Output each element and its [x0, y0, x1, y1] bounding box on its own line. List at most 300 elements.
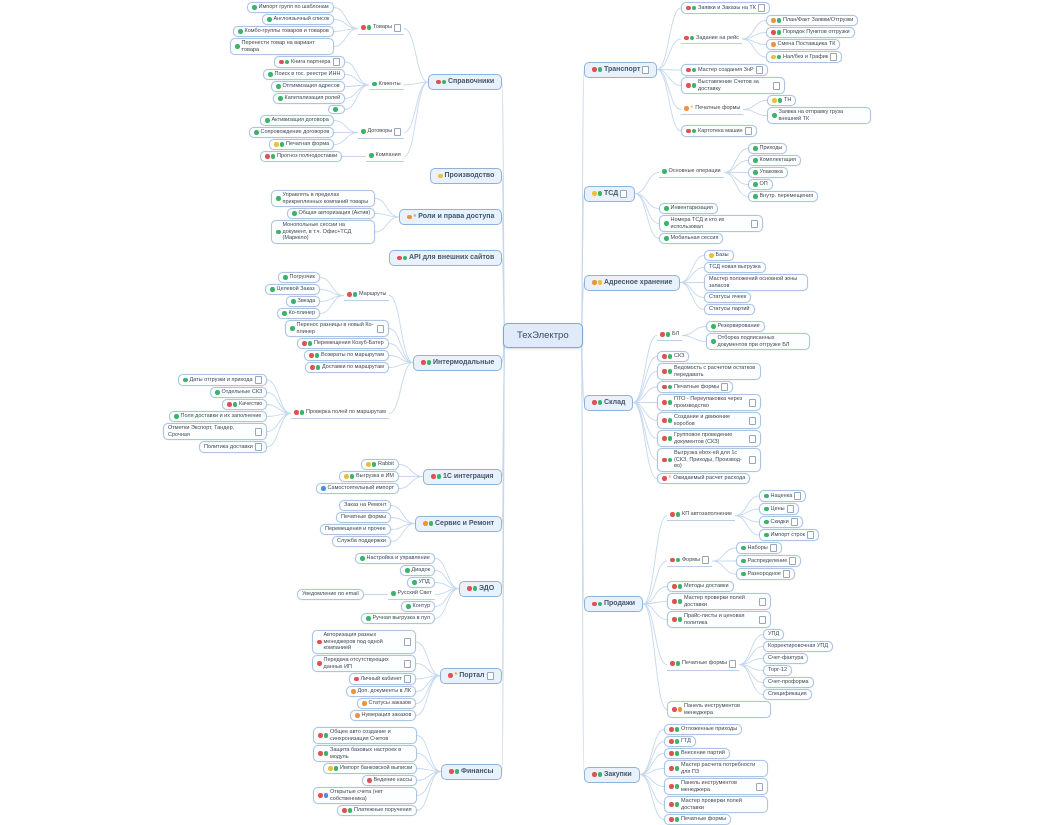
node-label: Активизация договора [271, 117, 329, 123]
status-dots [183, 378, 188, 383]
status-dots [318, 733, 328, 738]
node-label: Портал [459, 671, 485, 679]
g-dot-icon [367, 25, 372, 30]
node-label: Склад [604, 398, 626, 406]
mindmap-node[interactable] [667, 555, 712, 567]
status-dots [328, 766, 338, 771]
y-dot-icon [592, 191, 597, 196]
g-dot-icon [235, 44, 240, 49]
status-dots [592, 67, 602, 72]
mindmap-node[interactable] [297, 589, 364, 600]
doc-icon [255, 443, 262, 451]
mindmap-branch[interactable] [584, 395, 633, 411]
mindmap-node[interactable] [260, 151, 342, 162]
status-dots [669, 751, 679, 756]
status-dots [351, 689, 356, 694]
mindmap-node[interactable] [667, 510, 735, 521]
connector-line [739, 665, 763, 695]
mindmap-node[interactable] [657, 430, 761, 447]
mindmap-node[interactable] [169, 411, 267, 422]
g-dot-icon [764, 507, 769, 512]
g-dot-icon [777, 55, 782, 60]
mindmap-branch[interactable] [584, 275, 680, 291]
mindmap-node[interactable] [664, 814, 731, 825]
node-label: Приходы [759, 145, 783, 151]
mindmap-node[interactable] [401, 601, 435, 612]
connector-line [640, 775, 664, 820]
mindmap-node[interactable] [657, 473, 750, 484]
status-dots [391, 591, 396, 596]
r-dot-icon [302, 341, 307, 346]
mindmap-node[interactable] [664, 748, 730, 759]
g-dot-icon [662, 169, 667, 174]
mindmap-node[interactable] [664, 796, 768, 813]
connector-line [416, 664, 440, 676]
node-label: СКЗ [674, 353, 685, 359]
status-dots [436, 80, 446, 85]
node-label: Капитализация ролей [284, 95, 341, 101]
mindmap-node[interactable] [247, 2, 334, 13]
node-label: Методы доставки [684, 583, 729, 589]
doc-icon [749, 399, 756, 407]
mindmap-node[interactable] [297, 338, 389, 349]
node-label: Внутр. перемещения [759, 193, 814, 199]
mindmap-node[interactable] [222, 399, 267, 410]
mindmap-node[interactable] [763, 689, 812, 700]
r-dot-icon [684, 36, 689, 41]
node-label: Роли и права доступа [418, 213, 495, 220]
mindmap-node[interactable] [704, 250, 734, 261]
doc-icon [702, 556, 709, 564]
mindmap-branch[interactable] [399, 209, 502, 225]
node-label: Порядок Пунктов отгрузки [783, 29, 850, 35]
mindmap-node[interactable] [681, 64, 768, 76]
g-dot-icon [711, 324, 716, 329]
mindmap-node[interactable] [659, 203, 718, 214]
r-dot-icon [367, 778, 372, 783]
node-label: Проверка полей по маршрутам [306, 409, 386, 415]
mindmap-node[interactable] [271, 81, 345, 92]
mindmap-node[interactable] [681, 125, 757, 137]
mindmap-node[interactable] [323, 763, 417, 774]
mindmap-node[interactable] [233, 26, 334, 37]
node-label: Книга партнера [291, 58, 331, 65]
mindmap-node[interactable] [271, 190, 375, 207]
mindmap-node[interactable] [358, 23, 404, 35]
mindmap-node[interactable] [271, 220, 375, 244]
mindmap-node[interactable] [277, 308, 320, 319]
mindmap-node[interactable] [313, 727, 417, 744]
status-dots [367, 778, 372, 783]
doc-icon [749, 456, 756, 464]
r-dot-icon [672, 584, 677, 589]
mindmap-branch[interactable] [441, 764, 502, 780]
mindmap-branch[interactable] [584, 62, 657, 78]
mindmap-node[interactable] [748, 191, 818, 202]
node-label: Базы [715, 252, 729, 258]
g-dot-icon [668, 436, 673, 441]
g-dot-icon [668, 458, 673, 463]
mindmap-node[interactable] [763, 641, 833, 652]
mindmap-node[interactable] [657, 351, 689, 362]
mindmap-node[interactable] [736, 555, 801, 567]
status-dots [771, 30, 781, 35]
mindmap-node[interactable] [681, 34, 742, 45]
status-dots [309, 353, 319, 358]
mindmap-node[interactable] [332, 536, 391, 547]
g-dot-icon [678, 617, 683, 622]
node-label: ПТО - Переупаковка через производство [674, 396, 743, 409]
mindmap-node[interactable] [759, 529, 819, 541]
status-dots [669, 802, 679, 807]
node-label: Инвентаризация [670, 205, 713, 211]
status-dots [662, 369, 672, 374]
status-dots [174, 414, 179, 419]
mindmap-node[interactable] [748, 155, 801, 166]
g-dot-icon [675, 817, 680, 822]
mindmap-node[interactable] [736, 568, 795, 580]
g-dot-icon [678, 584, 683, 589]
mindmap-node[interactable] [681, 104, 743, 115]
node-label: УПД [768, 631, 780, 637]
g-dot-icon [276, 84, 281, 89]
node-label: Мобильная сессия [670, 235, 719, 241]
node-label: Выставление Счетов за доставку [698, 79, 759, 92]
mindmap-node[interactable] [358, 127, 404, 139]
mindmap-branch[interactable] [430, 168, 502, 184]
r-dot-icon [686, 6, 691, 11]
node-label: Качество [239, 401, 263, 407]
mindmap-node[interactable] [659, 233, 723, 244]
node-label: Ожидаемый расчет расхода [673, 475, 746, 481]
mindmap-node[interactable] [664, 760, 768, 777]
mindmap-branch[interactable] [459, 581, 502, 597]
mindmap-node[interactable] [767, 107, 871, 124]
mindmap-node[interactable] [763, 677, 814, 688]
mindmap-node[interactable] [313, 745, 417, 762]
doc-icon [745, 127, 752, 135]
g-dot-icon [777, 30, 782, 35]
mindmap-branch[interactable] [584, 596, 643, 612]
node-label: Мастер проверки полей доставки [681, 798, 742, 811]
g-dot-icon [429, 521, 434, 526]
g-dot-icon [753, 182, 758, 187]
doc-icon [620, 190, 627, 198]
mindmap-node[interactable] [388, 589, 435, 600]
r-dot-icon [361, 25, 366, 30]
mindmap-branch[interactable] [389, 250, 502, 266]
status-dots [318, 793, 328, 798]
mindmap-node[interactable] [320, 524, 391, 535]
mindmap-node[interactable] [287, 208, 375, 219]
status-dots [215, 390, 220, 395]
status-dots [274, 142, 284, 147]
mindmap-node[interactable] [759, 490, 806, 502]
g-dot-icon [300, 410, 305, 415]
mindmap-node[interactable] [736, 542, 782, 554]
mindmap-node[interactable] [339, 471, 399, 482]
status-dots [662, 458, 672, 463]
g-dot-icon [267, 17, 272, 22]
node-label: Сервис и Ремонт [435, 519, 495, 527]
mindmap-branch[interactable] [584, 767, 640, 783]
central-topic[interactable] [503, 323, 583, 348]
o-dot-icon [355, 713, 360, 718]
mindmap-node[interactable] [706, 321, 765, 332]
status-dots [344, 474, 354, 479]
r-dot-icon [318, 733, 323, 738]
status-dots [347, 292, 357, 297]
mindmap-branch[interactable] [423, 469, 502, 485]
mindmap-node[interactable] [766, 51, 842, 63]
mindmap-branch[interactable] [413, 355, 502, 371]
status-dots [448, 673, 453, 678]
mindmap-node[interactable] [316, 483, 399, 494]
mindmap-node[interactable] [704, 274, 808, 291]
mindmap-node[interactable] [667, 593, 771, 610]
mindmap-node[interactable] [249, 127, 334, 138]
node-label: Англоязычный список [273, 16, 330, 22]
mindmap-node[interactable] [230, 38, 334, 55]
mindmap-node[interactable] [704, 292, 751, 303]
mindmap-node[interactable] [681, 2, 770, 14]
mindmap-node[interactable] [763, 629, 784, 640]
mindmap-node[interactable] [657, 412, 761, 429]
doc-icon [794, 492, 801, 500]
r-dot-icon [592, 67, 597, 72]
status-dots [355, 713, 360, 718]
mindmap-node[interactable] [763, 665, 792, 676]
mindmap-node[interactable] [337, 805, 417, 816]
g-dot-icon [676, 558, 681, 563]
node-label: Доставки по маршрутам [322, 364, 384, 370]
mindmap-node[interactable] [667, 581, 734, 592]
status-dots [771, 55, 781, 60]
status-dots [361, 129, 366, 134]
mindmap-node[interactable] [664, 724, 742, 735]
status-dots [227, 402, 237, 407]
r-dot-icon [662, 400, 667, 405]
mindmap-node[interactable] [304, 350, 389, 361]
mindmap-node[interactable] [706, 333, 810, 350]
status-dots [421, 360, 431, 365]
node-label: Мастер создания ЗнР [698, 66, 754, 73]
y-dot-icon [709, 253, 714, 258]
mindmap-node[interactable] [163, 423, 267, 440]
status-dots [753, 182, 758, 187]
node-label: Управлять в пределах прикрепленных компаний товары [282, 192, 369, 205]
mindmap-node[interactable] [178, 374, 267, 386]
mindmap-node[interactable] [349, 673, 416, 685]
r-dot-icon [318, 751, 323, 756]
mindmap-node[interactable] [659, 215, 763, 232]
y-dot-icon [366, 462, 371, 467]
node-label: Ручная выгрузка в пул [372, 615, 430, 621]
mindmap-node[interactable] [657, 363, 761, 380]
status-dots [592, 280, 602, 285]
mindmap-node[interactable] [278, 272, 320, 283]
node-label: Справочники [448, 78, 495, 85]
mindmap-node[interactable] [269, 139, 334, 150]
status-dots [709, 253, 714, 258]
mindmap-node[interactable] [274, 56, 345, 68]
node-label: Корректировочная УПД [768, 643, 829, 649]
status-dots [267, 17, 272, 22]
doc-icon [729, 660, 736, 668]
mindmap-node[interactable] [664, 736, 696, 747]
o-dot-icon [351, 689, 356, 694]
status-dots [354, 677, 359, 682]
r-dot-icon [686, 83, 691, 88]
mindmap-node[interactable] [361, 459, 399, 470]
status-dots [672, 707, 682, 712]
mindmap-node[interactable] [263, 69, 345, 80]
mindmap-node[interactable] [366, 151, 404, 162]
node-label: Печатные формы [341, 514, 387, 520]
mindmap-node[interactable] [305, 362, 389, 373]
mindmap-node[interactable] [336, 512, 391, 523]
node-label: Мастер проверки полей доставки [684, 595, 745, 608]
g-dot-icon [372, 462, 377, 467]
mindmap-node[interactable] [312, 655, 416, 672]
connector-line [417, 736, 441, 772]
g-dot-icon [753, 194, 758, 199]
mindmap-node[interactable] [328, 105, 345, 114]
status-dots [771, 18, 781, 23]
node-label: Скидки [770, 518, 789, 525]
doc-icon [830, 53, 837, 61]
g-dot-icon [675, 802, 680, 807]
status-dots [686, 83, 696, 88]
node-label: Отметки Экспорт, Тандер, Срочная [168, 425, 235, 438]
node-label: Внесение партий [681, 750, 725, 756]
mindmap-node[interactable] [759, 503, 799, 515]
mindmap-branch[interactable] [428, 74, 502, 90]
g-dot-icon [254, 130, 259, 135]
g-dot-icon [276, 196, 281, 201]
node-label: Статусы заказов [368, 700, 411, 706]
mindmap-node[interactable] [355, 553, 435, 564]
status-dots [366, 462, 376, 467]
mindmap-node[interactable] [339, 500, 391, 511]
mindmap-node[interactable] [704, 304, 755, 315]
mindmap-branch[interactable] [584, 186, 635, 202]
status-dots [662, 354, 672, 359]
mindmap-node[interactable] [346, 686, 416, 697]
doc-icon [749, 417, 756, 425]
g-dot-icon [437, 474, 442, 479]
g-dot-icon [772, 113, 777, 118]
mindmap-node[interactable] [357, 698, 416, 709]
doc-icon [759, 616, 766, 624]
mindmap-node[interactable] [199, 441, 267, 453]
g-dot-icon [316, 365, 321, 370]
g-dot-icon [406, 604, 411, 609]
mindmap-node[interactable] [312, 630, 416, 654]
mindmap-node[interactable] [657, 448, 761, 472]
mindmap-node[interactable] [407, 577, 435, 588]
mindmap-node[interactable] [285, 320, 389, 337]
mindmap-node[interactable] [344, 290, 389, 301]
mindmap-node[interactable] [286, 296, 320, 307]
r-dot-icon [669, 766, 674, 771]
mindmap-node[interactable] [350, 710, 416, 721]
r-dot-icon [397, 256, 402, 261]
node-label: Политика доставки [204, 443, 253, 450]
g-dot-icon [405, 568, 410, 573]
mindmap-branch[interactable] [415, 516, 502, 532]
mindmap-node[interactable] [262, 14, 334, 25]
status-dots [711, 339, 716, 344]
mindmap-branch[interactable] [440, 668, 502, 684]
r-dot-icon [347, 292, 352, 297]
mindmap-node[interactable] [657, 394, 761, 411]
node-label: Ведение кассы [373, 777, 413, 783]
mindmap-node[interactable] [759, 516, 803, 528]
mindmap-node[interactable] [766, 27, 855, 38]
star-icon: * [668, 474, 672, 482]
r-dot-icon [771, 30, 776, 35]
g-dot-icon [315, 353, 320, 358]
mindmap-node[interactable] [667, 701, 771, 718]
mindmap-node[interactable] [763, 653, 808, 664]
node-label: Перемещения Козуб-Батер [314, 340, 384, 346]
mindmap-node[interactable] [748, 179, 773, 190]
mindmap-node[interactable] [681, 77, 785, 94]
mindmap-node[interactable] [369, 80, 404, 91]
mindmap-node[interactable] [273, 93, 345, 104]
g-dot-icon [174, 414, 179, 419]
mindmap-node[interactable] [664, 778, 768, 795]
status-dots [265, 154, 275, 159]
r-dot-icon [449, 769, 454, 774]
mindmap-node[interactable] [265, 284, 320, 295]
mindmap-node[interactable] [767, 95, 796, 106]
mindmap-node[interactable] [260, 115, 334, 126]
mindmap-node[interactable] [313, 787, 417, 804]
mindmap-node[interactable] [659, 167, 724, 178]
mindmap-node[interactable] [362, 775, 417, 786]
node-label: Создание и движение коробов [674, 414, 731, 427]
node-label: Перенос разницы в новый Ко-плинер [296, 322, 374, 335]
g-dot-icon [271, 154, 276, 159]
mindmap-node[interactable] [210, 387, 267, 398]
mindmap-node[interactable] [766, 15, 858, 26]
g-dot-icon [668, 354, 673, 359]
doc-icon [756, 783, 763, 791]
g-dot-icon [678, 599, 683, 604]
node-label: Панель инструментов менеджера [684, 703, 740, 716]
mindmap-node[interactable] [704, 262, 766, 273]
mindmap-node[interactable] [361, 613, 435, 624]
mindmap-node[interactable] [291, 408, 389, 419]
g-dot-icon [333, 107, 338, 112]
status-dots [764, 533, 769, 538]
mindmap-node[interactable] [657, 330, 682, 341]
mindmap-node[interactable] [748, 143, 787, 154]
node-label: Цены [770, 505, 785, 512]
status-dots [592, 400, 602, 405]
node-label: Мастер расчета потребности для ПЗ [681, 762, 756, 775]
mindmap-node[interactable] [667, 659, 739, 671]
status-dots [278, 96, 283, 101]
g-dot-icon [675, 751, 680, 756]
mindmap-node[interactable] [766, 39, 840, 50]
mindmap-node[interactable] [667, 611, 771, 628]
mindmap-node[interactable] [748, 167, 788, 178]
mindmap-node[interactable] [400, 565, 435, 576]
mindmap-node[interactable] [657, 381, 733, 393]
